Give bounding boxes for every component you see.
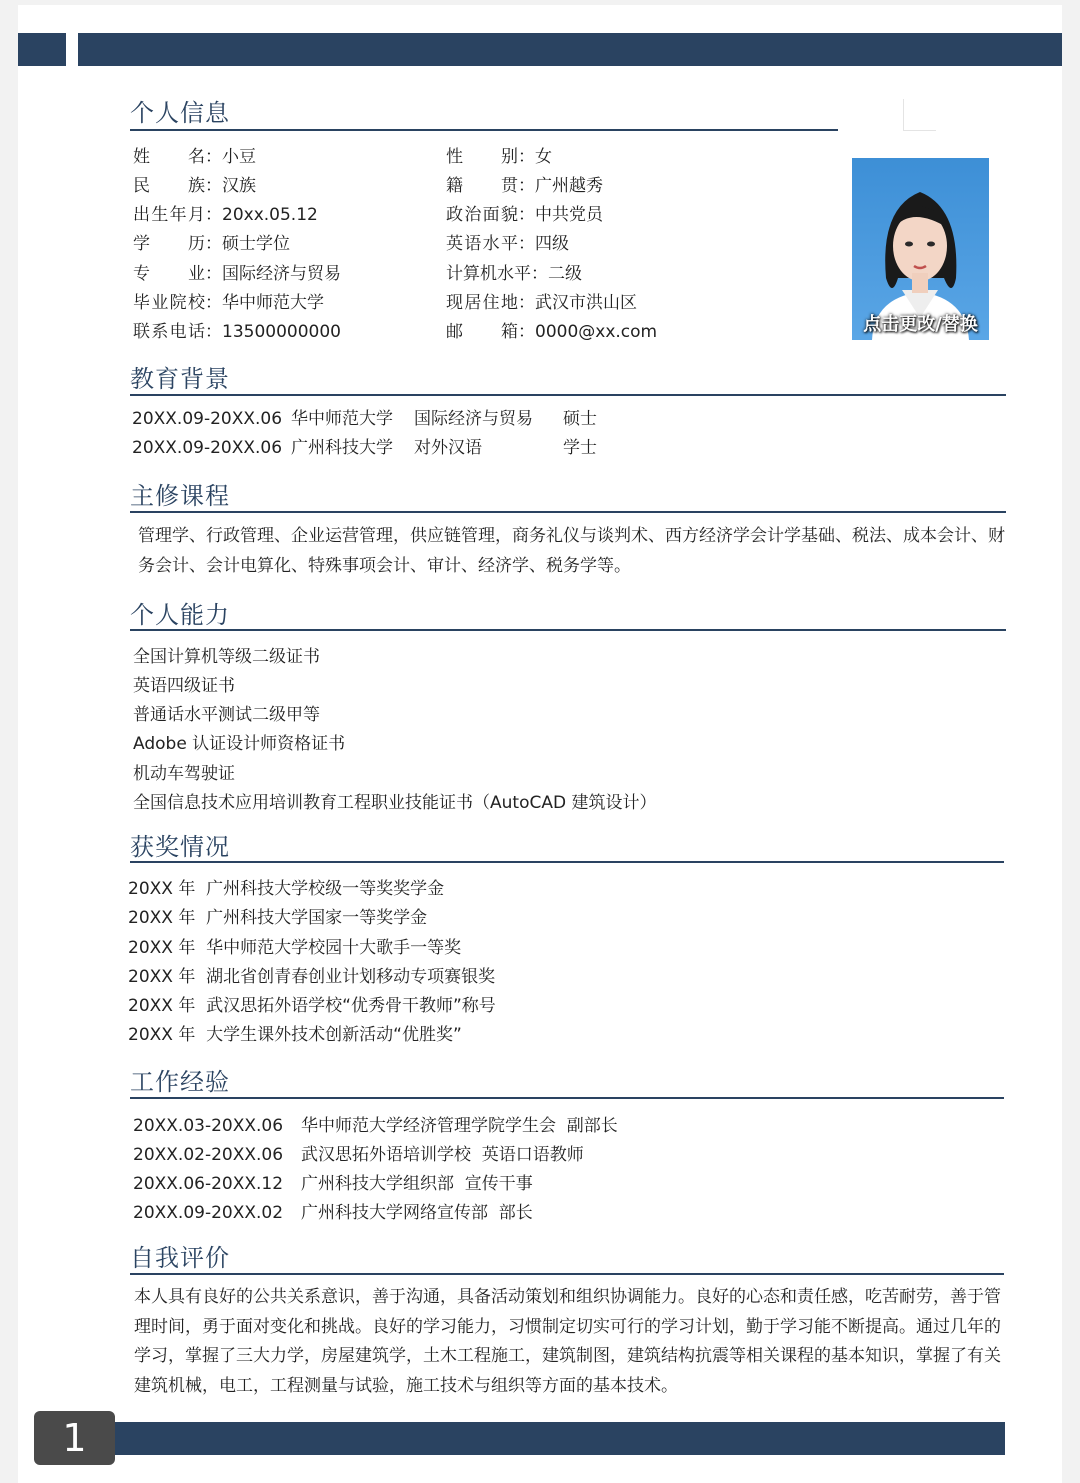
section-divider-self-eval [130,1273,1004,1275]
field-political: 政治面貌：中共党员 [446,205,603,225]
work-desc: 广州科技大学组织部 宣传干事 [301,1174,533,1194]
ability-item: Adobe 认证设计师资格证书 [133,734,346,754]
footer-bar [113,1422,1005,1455]
field-label: 邮 箱 [446,322,518,342]
courses-text: 管理学、行政管理、企业运营管理，供应链管理，商务礼仪与谈判术、西方经济学会计学基础、税法、成本会计、财务会计、会计电算化、特殊事项会计、审计、经济学、税务学等。 [138,526,1005,576]
section-divider-education [130,394,1006,396]
field-name: 姓 名：小豆 [133,147,256,167]
field-phone: 联系电话：13500000000 [133,322,341,342]
education-school: 华中师范大学 [291,409,393,429]
section-title-work: 工作经验 [130,1068,230,1096]
work-period: 20XX.02-20XX.06 [133,1145,284,1165]
field-value[interactable]: 0000@xx.com [535,322,658,342]
field-label: 出生年月 [133,205,205,225]
photo-caption[interactable]: 点击更改/替换 [863,314,978,335]
award-item: 20XX 年 武汉思拓外语学校“优秀骨干教师”称号 [128,996,496,1016]
section-title-personal: 个人信息 [130,99,230,127]
field-value[interactable]: 女 [535,147,552,167]
work-period: 20XX.09-20XX.02 [133,1203,284,1223]
work-desc: 华中师范大学经济管理学院学生会 副部长 [301,1116,618,1136]
field-value[interactable]: 四级 [535,234,569,254]
field-label: 性 别 [446,147,518,167]
section-title-education: 教育背景 [130,365,230,393]
page-number-badge[interactable]: 1 [34,1411,115,1465]
ability-item: 机动车驾驶证 [133,764,235,784]
section-divider-awards [130,861,1004,863]
profile-photo[interactable] [852,158,989,340]
field-hometown: 籍 贯：广州越秀 [446,176,603,196]
work-period: 20XX.06-20XX.12 [133,1174,284,1194]
field-value[interactable]: 国际经济与贸易 [222,264,341,284]
section-title-abilities: 个人能力 [130,601,230,629]
work-period: 20XX.03-20XX.06 [133,1116,284,1136]
field-english: 英语水平：四级 [446,234,569,254]
field-value[interactable]: 20xx.05.12 [222,205,318,225]
ability-item: 普通话水平测试二级甲等 [133,705,320,725]
field-value[interactable]: 武汉市洪山区 [535,293,637,313]
award-item: 20XX 年 大学生课外技术创新活动“优胜奖” [128,1025,462,1045]
education-degree: 学士 [563,438,597,458]
ability-item: 全国计算机等级二级证书 [133,647,320,667]
field-label: 姓 名 [133,147,205,167]
section-divider-personal [130,129,838,131]
award-item: 20XX 年 广州科技大学校级一等奖奖学金 [128,879,445,899]
section-divider-work [130,1097,1004,1099]
award-item: 20XX 年 湖北省创青春创业计划移动专项赛银奖 [128,967,496,987]
field-label: 现居住地 [446,293,518,313]
field-value[interactable]: 广州越秀 [535,176,603,196]
education-period: 20XX.09-20XX.06 [132,409,283,429]
field-label: 籍 贯 [446,176,518,196]
field-school: 毕业院校：华中师范大学 [133,293,324,313]
field-birth: 出生年月：20xx.05.12 [133,205,318,225]
field-education-level: 学 历：硕士学位 [133,234,290,254]
education-school: 广州科技大学 [291,438,393,458]
section-title-self-eval: 自我评价 [130,1244,230,1272]
award-item: 20XX 年 广州科技大学国家一等奖学金 [128,908,428,928]
field-major: 专 业：国际经济与贸易 [133,264,341,284]
field-ethnicity: 民 族：汉族 [133,176,256,196]
field-label: 政治面貌 [446,205,518,225]
education-major: 对外汉语 [414,438,482,458]
field-value[interactable]: 13500000000 [222,322,341,342]
field-value[interactable]: 小豆 [222,147,256,167]
work-desc: 武汉思拓外语培训学校 英语口语教师 [301,1145,584,1165]
field-label: 民 族 [133,176,205,196]
award-item: 20XX 年 华中师范大学校园十大歌手一等奖 [128,938,462,958]
field-label: 英语水平 [446,234,518,254]
section-title-courses: 主修课程 [130,482,230,510]
field-value[interactable]: 二级 [548,264,582,284]
field-label: 学 历 [133,234,205,254]
header-bar-left [18,33,66,66]
field-value[interactable]: 中共党员 [535,205,603,225]
field-residence: 现居住地：武汉市洪山区 [446,293,637,313]
field-label: 联系电话 [133,322,205,342]
corner-mark [903,99,936,131]
ability-item: 英语四级证书 [133,676,235,696]
ability-item: 全国信息技术应用培训教育工程职业技能证书（AutoCAD 建筑设计） [133,793,657,813]
education-major: 国际经济与贸易 [414,409,533,429]
work-desc: 广州科技大学网络宣传部 部长 [301,1203,533,1223]
section-divider-courses [130,511,1006,513]
section-title-awards: 获奖情况 [130,833,230,861]
self-eval-text: 本人具有良好的公共关系意识，善于沟通，具备活动策划和组织协调能力。良好的心态和责任感，吃苦耐劳，善于管理时间，勇于面对变化和挑战。良好的学习能力，习惯制定切实可行的学习计划，勤于学习能不断提高。通过几年的学习，掌握了三大力学，房屋建筑学，土木工程施工，建筑制图，建筑结构抗震等相关课程的基本知识，掌握了有关建筑机械，电工，工程测量与试验，施工技术与组织等方面的基本技术。 [134,1287,1001,1396]
field-email: 邮 箱：0000@xx.com [446,322,658,342]
education-period: 20XX.09-20XX.06 [132,438,283,458]
field-value[interactable]: 汉族 [222,176,256,196]
field-gender: 性 别：女 [446,147,552,167]
header-bar-right [78,33,1062,66]
section-divider-abilities [130,629,1006,631]
field-label: 计算机水平 [446,264,531,284]
field-value[interactable]: 华中师范大学 [222,293,324,313]
field-label: 毕业院校 [133,293,205,313]
field-label: 专 业 [133,264,205,284]
field-computer: 计算机水平：二级 [446,264,582,284]
field-value[interactable]: 硕士学位 [222,234,290,254]
education-degree: 硕士 [563,409,597,429]
